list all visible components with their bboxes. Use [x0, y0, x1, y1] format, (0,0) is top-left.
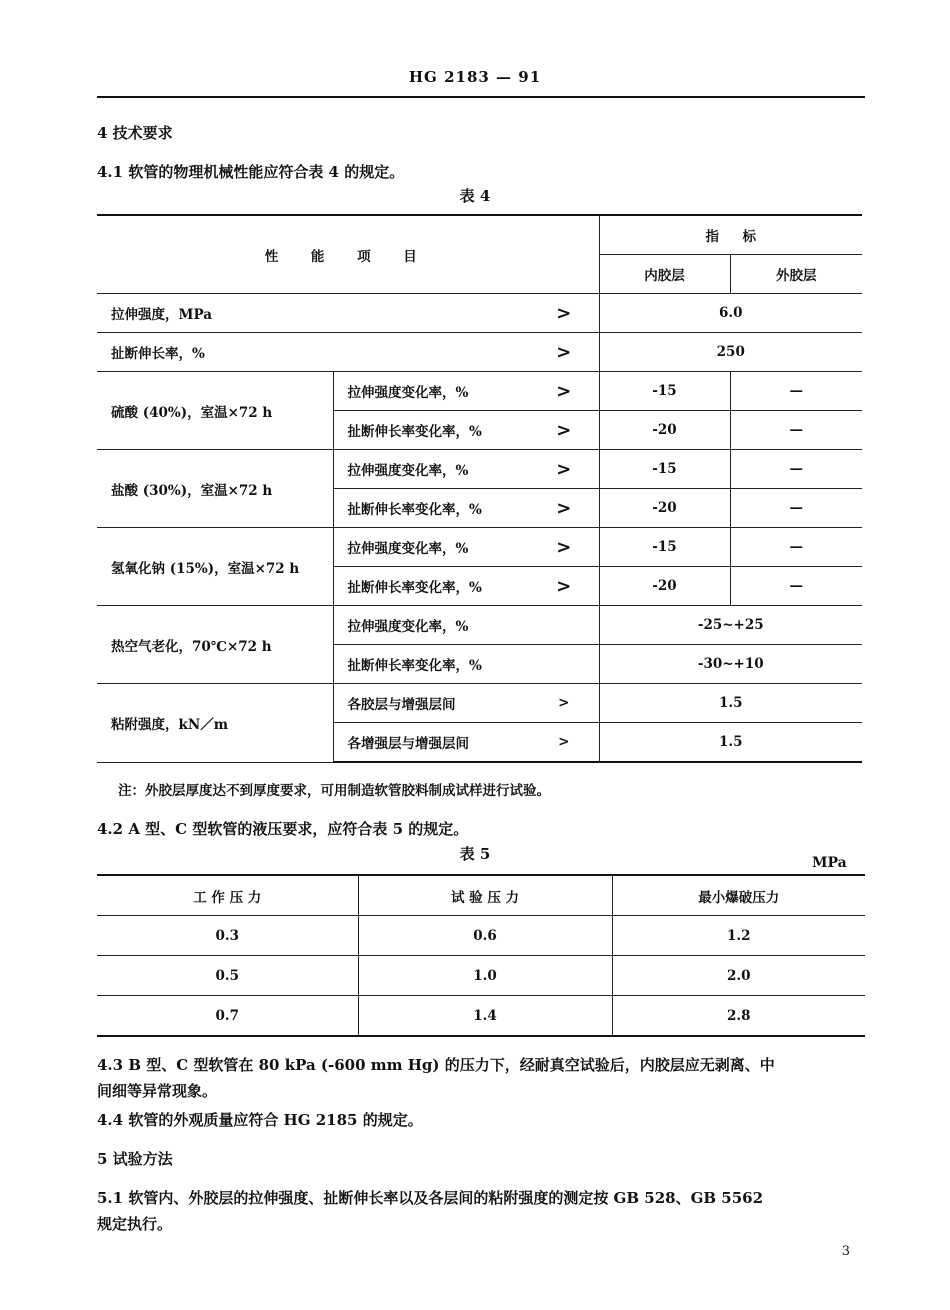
table-row: 0.3 0.6 1.2: [97, 916, 865, 956]
table-5-unit: MPa: [812, 855, 847, 871]
clause-4-2: 4.2 A 型、C 型软管的液压要求，应符合表 5 的规定。: [97, 820, 469, 838]
table-row: 扯断伸长率变化率，% > -20 —: [97, 411, 862, 450]
table-4-caption: 表 4: [459, 187, 491, 205]
clause-4-3: 4.3 B 型、C 型软管在 80 kPa (-600 mm Hg) 的压力下，经耐真空试验后，内胶层应无剥离、中: [97, 1056, 775, 1074]
table-4-note: 注：外胶层厚度达不到厚度要求，可用制造软管胶料制成试样进行试验。: [118, 783, 550, 799]
table-row: 粘附强度，kN／m 各胶层与增强层间 > 1.5: [97, 684, 862, 723]
col-header-outer: 外胶层: [730, 255, 862, 294]
col-header-inner: 内胶层: [599, 255, 730, 294]
table-row: 扯断伸长率变化率，% > -20 —: [97, 489, 862, 528]
table-row: 扯断伸长率变化率，% -30~+10: [97, 645, 862, 684]
table-row: 热空气老化，70℃×72 h 拉伸强度变化率，% -25~+25: [97, 606, 862, 645]
clause-5-1: 5.1 软管内、外胶层的拉伸强度、扯断伸长率以及各层间的粘附强度的测定按 GB 528、GB 5562: [97, 1189, 764, 1207]
table-row: 硫酸 (40%)，室温×72 h 拉伸强度变化率，% > -15 —: [97, 372, 862, 411]
table-row: 氢氧化钠 (15%)，室温×72 h 拉伸强度变化率，% > -15 —: [97, 528, 862, 567]
clause-4-1: 4.1 软管的物理机械性能应符合表 4 的规定。: [97, 163, 405, 181]
section-5-heading: 5 试验方法: [97, 1150, 173, 1168]
table-row: 扯断伸长率，% > 250: [97, 333, 862, 372]
clause-4-4: 4.4 软管的外观质量应符合 HG 2185 的规定。: [97, 1111, 423, 1129]
page-number: 3: [841, 1244, 850, 1259]
header-rule: [97, 96, 865, 98]
table-row: 0.7 1.4 2.8: [97, 996, 865, 1037]
table-row: 扯断伸长率变化率，% > -20 —: [97, 567, 862, 606]
table-row: 盐酸 (30%)，室温×72 h 拉伸强度变化率，% > -15 —: [97, 450, 862, 489]
col-header-burst: 最小爆破压力: [612, 875, 865, 916]
table-row: 各增强层与增强层间 > 1.5: [97, 723, 862, 763]
clause-5-1-cont: 规定执行。: [97, 1215, 173, 1233]
clause-4-3-cont: 间细等异常现象。: [97, 1082, 218, 1100]
col-header-test: 试 验 压 力: [358, 875, 612, 916]
col-header-working: 工 作 压 力: [97, 875, 358, 916]
table-5: [97, 874, 865, 1037]
table-row: 0.5 1.0 2.0: [97, 956, 865, 996]
col-header-index: 指 标: [599, 215, 862, 255]
table-4: [97, 214, 862, 763]
section-4-heading: 4 技术要求: [97, 124, 173, 142]
table-row: 拉伸强度，MPa > 6.0: [97, 294, 862, 333]
col-header-item: 性 能 项 目: [97, 215, 599, 294]
document-header: HG 2183 — 91: [408, 68, 542, 86]
table-5-caption: 表 5: [459, 845, 491, 863]
